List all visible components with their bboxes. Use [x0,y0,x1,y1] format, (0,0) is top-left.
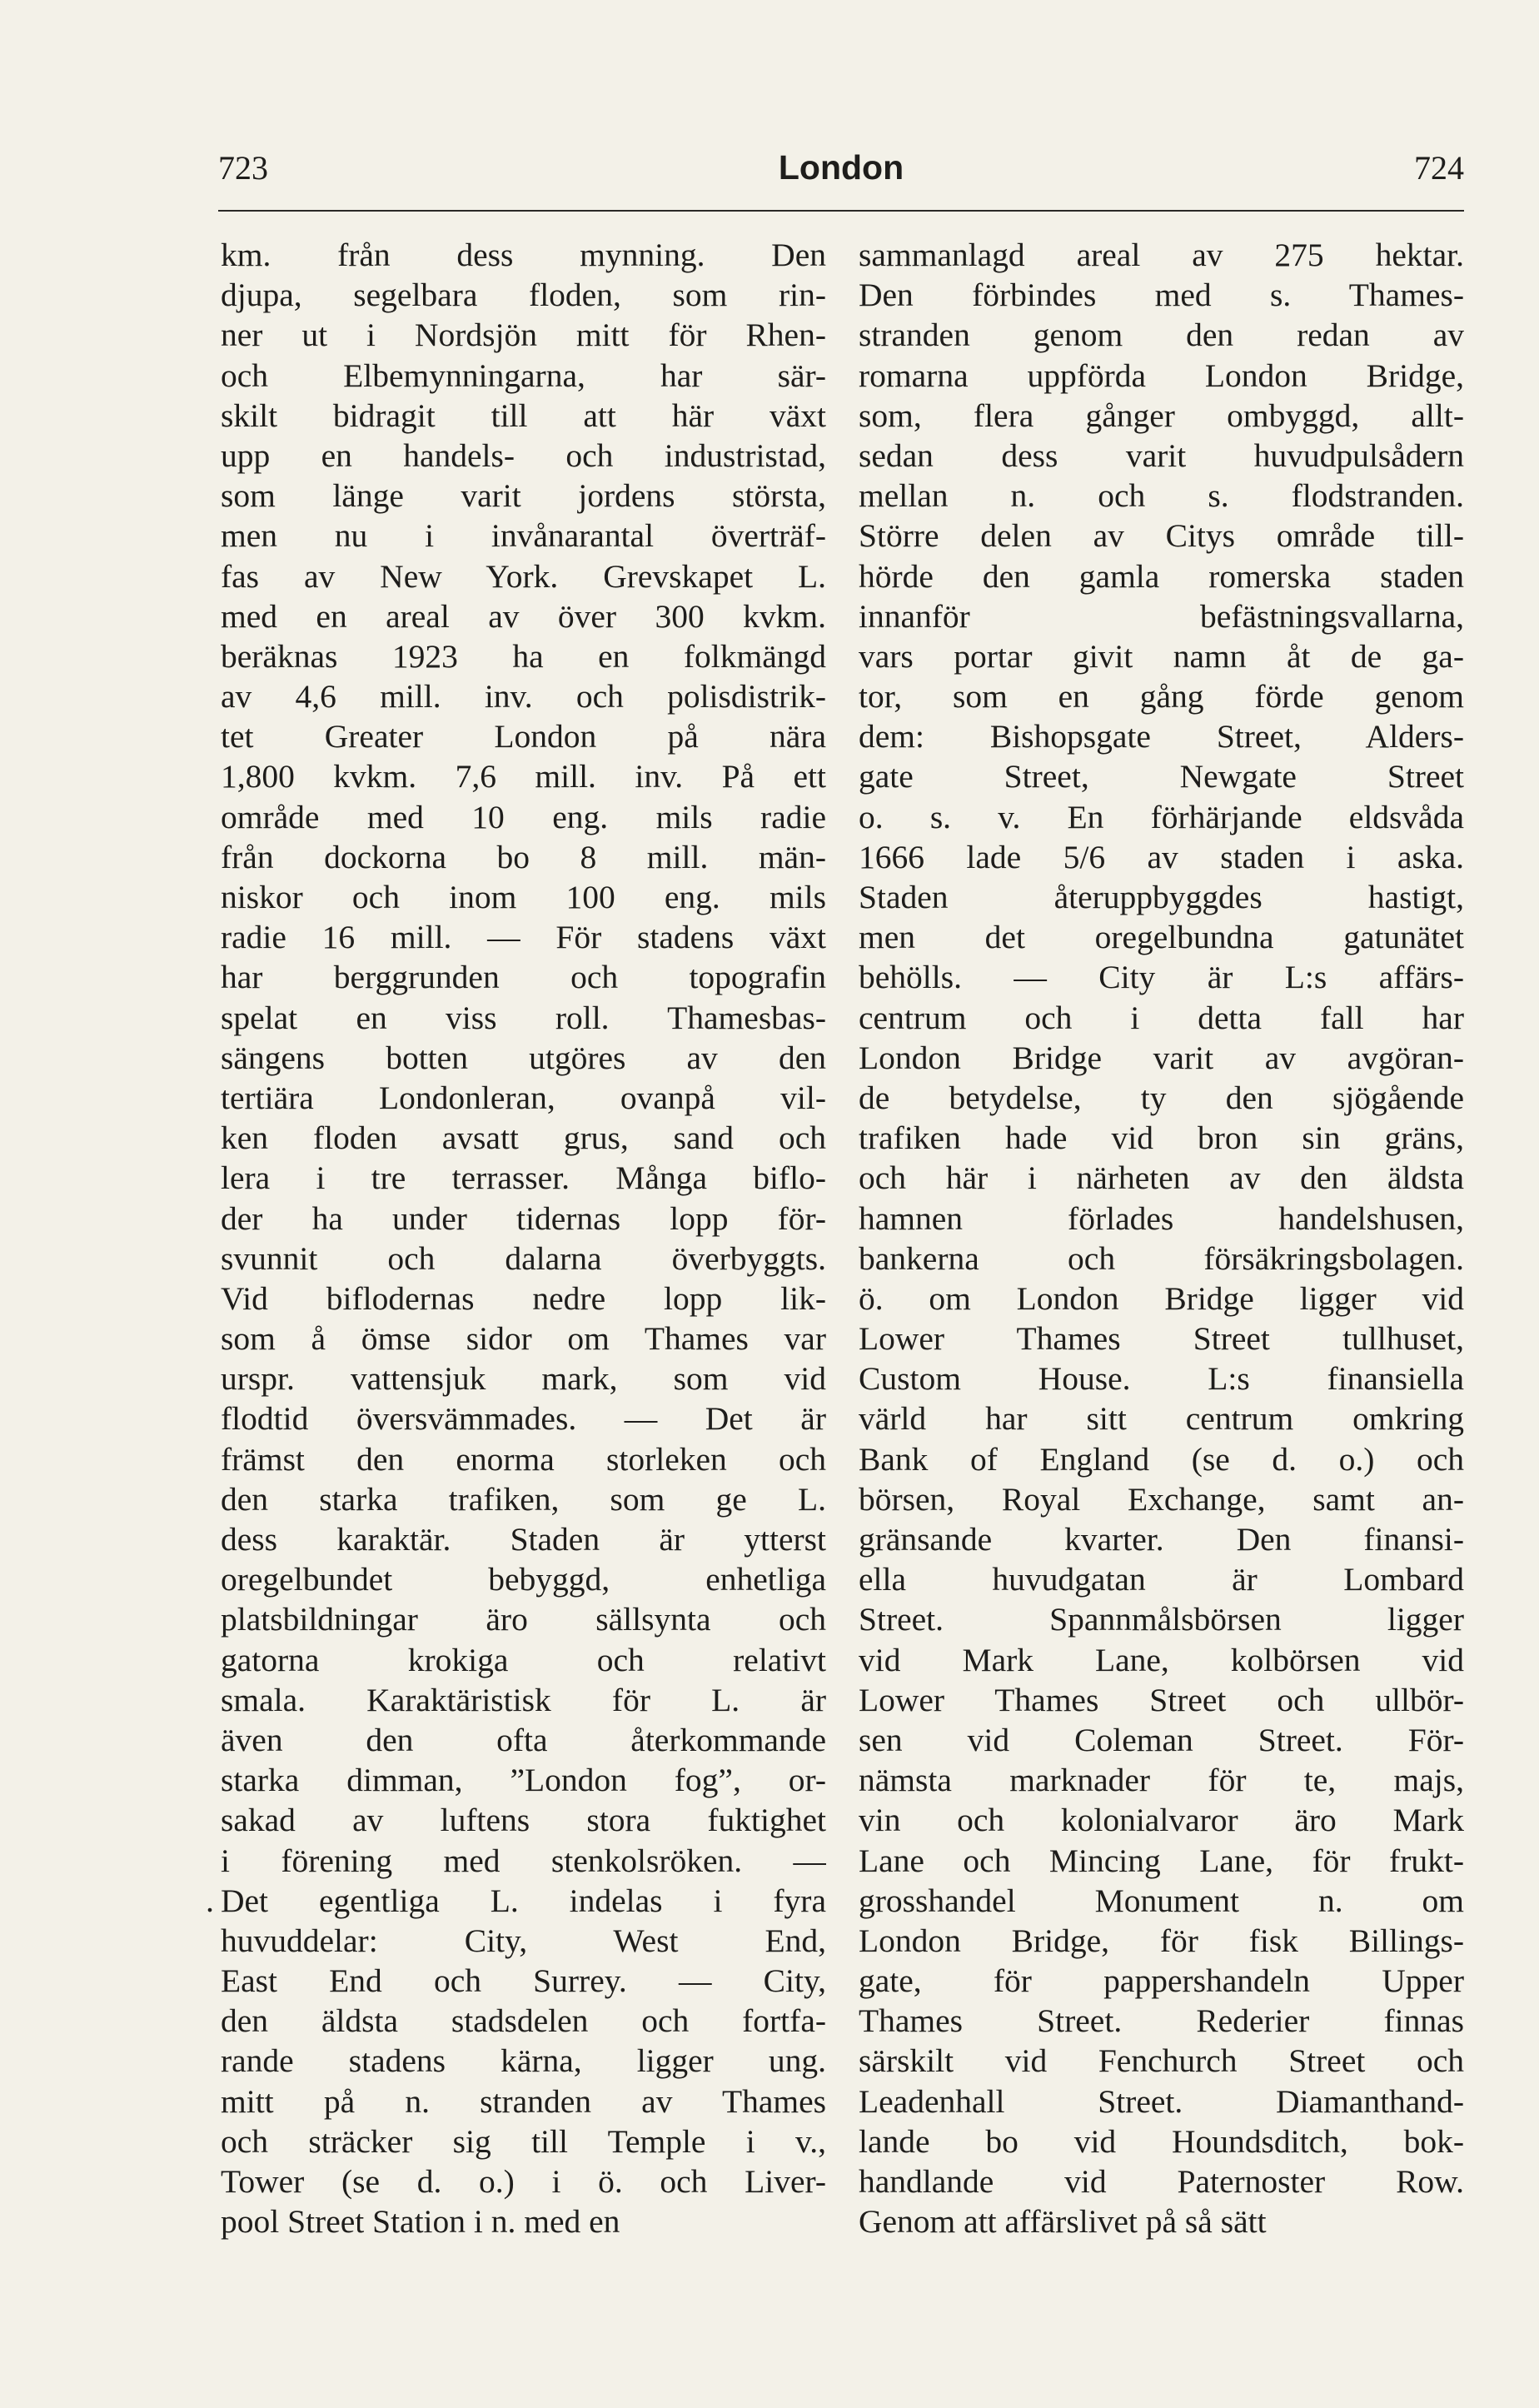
text-line: den äldsta stadsdelen och fortfa- [221,2002,826,2040]
text-line: gate Street, Newgate Street [859,758,1464,795]
text-line: smala. Karaktäristisk för L. är [221,1681,826,1718]
text-line: börsen, Royal Exchange, samt an- [859,1480,1464,1518]
text-line: mellan n. och s. flodstranden. [859,477,1464,515]
text-line: sen vid Coleman Street. För- [859,1721,1464,1758]
text-line: och här i närheten av den äldsta [859,1159,1464,1197]
text-line: Större delen av Citys område till- [859,517,1464,555]
text-line: romarna uppförda London Bridge, [859,356,1464,394]
text-line: 1,800 kvkm. 7,6 mill. inv. På ett [221,758,826,795]
text-line: sedan dess varit huvudpulsådern [859,436,1464,474]
text-line: Leadenhall Street. Diamanthand- [859,2082,1464,2120]
text-line: 1666 lade 5/6 av staden i aska. [859,838,1464,875]
text-line: och sträcker sig till Temple i v., [221,2122,826,2160]
text-line: djupa, segelbara floden, som rin- [221,277,826,314]
page-header [218,148,1464,198]
text-line: lande bo vid Houndsditch, bok- [859,2122,1464,2160]
page-number-left: 723 [218,149,268,187]
text-line: Staden återuppbyggdes hastigt, [859,879,1464,915]
text-line: svunnit och dalarna överbyggts. [221,1239,826,1277]
text-line: vin och kolonialvaror äro Mark [859,1802,1464,1839]
text-line: särskilt vid Fenchurch Street och [859,2042,1464,2080]
text-line: spelat en viss roll. Thamesbas- [221,999,826,1036]
text-line: urspr. vattensjuk mark, som vid [221,1360,826,1398]
text-line: gatorna krokiga och relativt [221,1641,826,1678]
text-line: huvuddelar: City, West End, [221,1922,826,1959]
text-line: pool Street Station i n. med en [221,2203,620,2241]
header-rule [218,210,1464,212]
text-line: har berggrunden och topografin [221,959,826,996]
text-line: sammanlagd areal av 275 hektar. [859,237,1464,273]
text-line: der ha under tidernas lopp för- [221,1199,826,1237]
text-line: Tower (se d. o.) i ö. och Liver- [221,2163,826,2200]
text-line: av 4,6 mill. inv. och polisdistrik- [221,678,826,715]
left-column [221,235,826,2241]
text-line: gate, för pappershandeln Upper [859,1962,1464,2000]
text-line: de betydelse, ty den sjögående [859,1079,1464,1116]
text-line: Vid biflodernas nedre lopp lik- [221,1279,826,1317]
text-line: tet Greater London på nära [221,718,826,755]
text-line: stranden genom den redan av [859,317,1464,354]
text-line: trafiken hade vid bron sin gräns, [859,1119,1464,1157]
text-line: vars portar givit namn åt de ga- [859,637,1464,675]
text-line: den starka trafiken, som ge L. [221,1480,826,1518]
text-line: Lower Thames Street tullhuset, [859,1320,1464,1358]
text-line: radie 16 mill. — För stadens växt [221,919,826,956]
text-line: starka dimman, ”London fog”, or- [221,1762,826,1799]
text-line: sakad av luftens stora fuktighet [221,1802,826,1839]
text-line: gränsande kvarter. Den finansi- [859,1521,1464,1558]
text-line: främst den enorma storleken och [221,1440,826,1478]
right-column [859,235,1464,2241]
text-line: grosshandel Monument n. om [859,1882,1464,1919]
text-line: som länge varit jordens största, [221,477,826,515]
page-number-right: 724 [1414,149,1464,187]
text-line: skilt bidragit till att här växt [221,396,826,434]
text-line: Lower Thames Street och ullbör- [859,1681,1464,1718]
text-line: och Elbemynningarna, har sär- [221,356,826,394]
text-line: London Bridge varit av avgöran- [859,1039,1464,1076]
text-line: ken floden avsatt grus, sand och [221,1119,826,1157]
text-line: Street. Spannmålsbörsen ligger [859,1601,1464,1638]
text-line: som å ömse sidor om Thames var [221,1320,826,1358]
text-line: London Bridge, för fisk Billings- [859,1922,1464,1959]
text-line: centrum och i detta fall har [859,999,1464,1036]
text-line: Det egentliga L. indelas i fyra [221,1882,826,1919]
text-line: från dockorna bo 8 mill. män- [221,838,826,875]
text-line: Den förbindes med s. Thames- [859,277,1464,314]
text-line: dess karaktär. Staden är ytterst [221,1521,826,1558]
running-title: London [778,148,904,187]
text-line: handlande vid Paternoster Row. [859,2163,1464,2200]
text-line: behölls. — City är L:s affärs- [859,959,1464,996]
text-line: tertiära Londonleran, ovanpå vil- [221,1079,826,1116]
text-line: Bank of England (se d. o.) och [859,1440,1464,1478]
text-line: bankerna och försäkringsbolagen. [859,1239,1464,1277]
text-line: men nu i invånarantal överträf- [221,517,826,555]
text-line: som, flera gånger ombyggd, allt- [859,396,1464,434]
text-line: hörde den gamla romerska staden [859,557,1464,595]
text-line: niskor och inom 100 eng. mils [221,879,826,915]
text-line: ö. om London Bridge ligger vid [859,1279,1464,1317]
text-line: oregelbundet bebyggd, enhetliga [221,1561,826,1598]
text-line: Genom att affärslivet på så sätt [859,2203,1267,2241]
text-line: mitt på n. stranden av Thames [221,2082,826,2120]
text-line: flodtid översvämmades. — Det är [221,1400,826,1438]
text-line: område med 10 eng. mils radie [221,798,826,835]
text-line: även den ofta återkommande [221,1721,826,1758]
text-line: fas av New York. Grevskapet L. [221,557,826,595]
text-line: sängens botten utgöres av den [221,1039,826,1076]
text-line: rande stadens kärna, ligger ung. [221,2042,826,2080]
text-line: värld har sitt centrum omkring [859,1400,1464,1438]
text-line: platsbildningar äro sällsynta och [221,1601,826,1638]
margin-mark: . [206,1882,214,1920]
text-line: Thames Street. Rederier finnas [859,2002,1464,2040]
text-line: ner ut i Nordsjön mitt för Rhen- [221,317,826,354]
text-line: hamnen förlades handelshusen, [859,1199,1464,1237]
text-line: beräknas 1923 ha en folkmängd [221,637,826,675]
text-line: men det oregelbundna gatunätet [859,919,1464,956]
text-line: Custom House. L:s finansiella [859,1360,1464,1398]
text-line: innanför befästningsvallarna, [859,597,1464,635]
text-line: nämsta marknader för te, majs, [859,1762,1464,1799]
text-line: ella huvudgatan är Lombard [859,1561,1464,1598]
text-line: i förening med stenkolsröken. — [221,1842,826,1879]
text-line: East End och Surrey. — City, [221,1962,826,2000]
text-line: dem: Bishopsgate Street, Alders- [859,718,1464,755]
text-line: upp en handels- och industristad, [221,436,826,474]
text-line: vid Mark Lane, kolbörsen vid [859,1641,1464,1678]
text-line: Lane och Mincing Lane, för frukt- [859,1842,1464,1879]
text-line: km. från dess mynning. Den [221,237,826,273]
text-line: o. s. v. En förhärjande eldsvåda [859,798,1464,835]
text-line: lera i tre terrasser. Många biflo- [221,1159,826,1197]
text-line: med en areal av över 300 kvkm. [221,597,826,635]
text-line: tor, som en gång förde genom [859,678,1464,715]
